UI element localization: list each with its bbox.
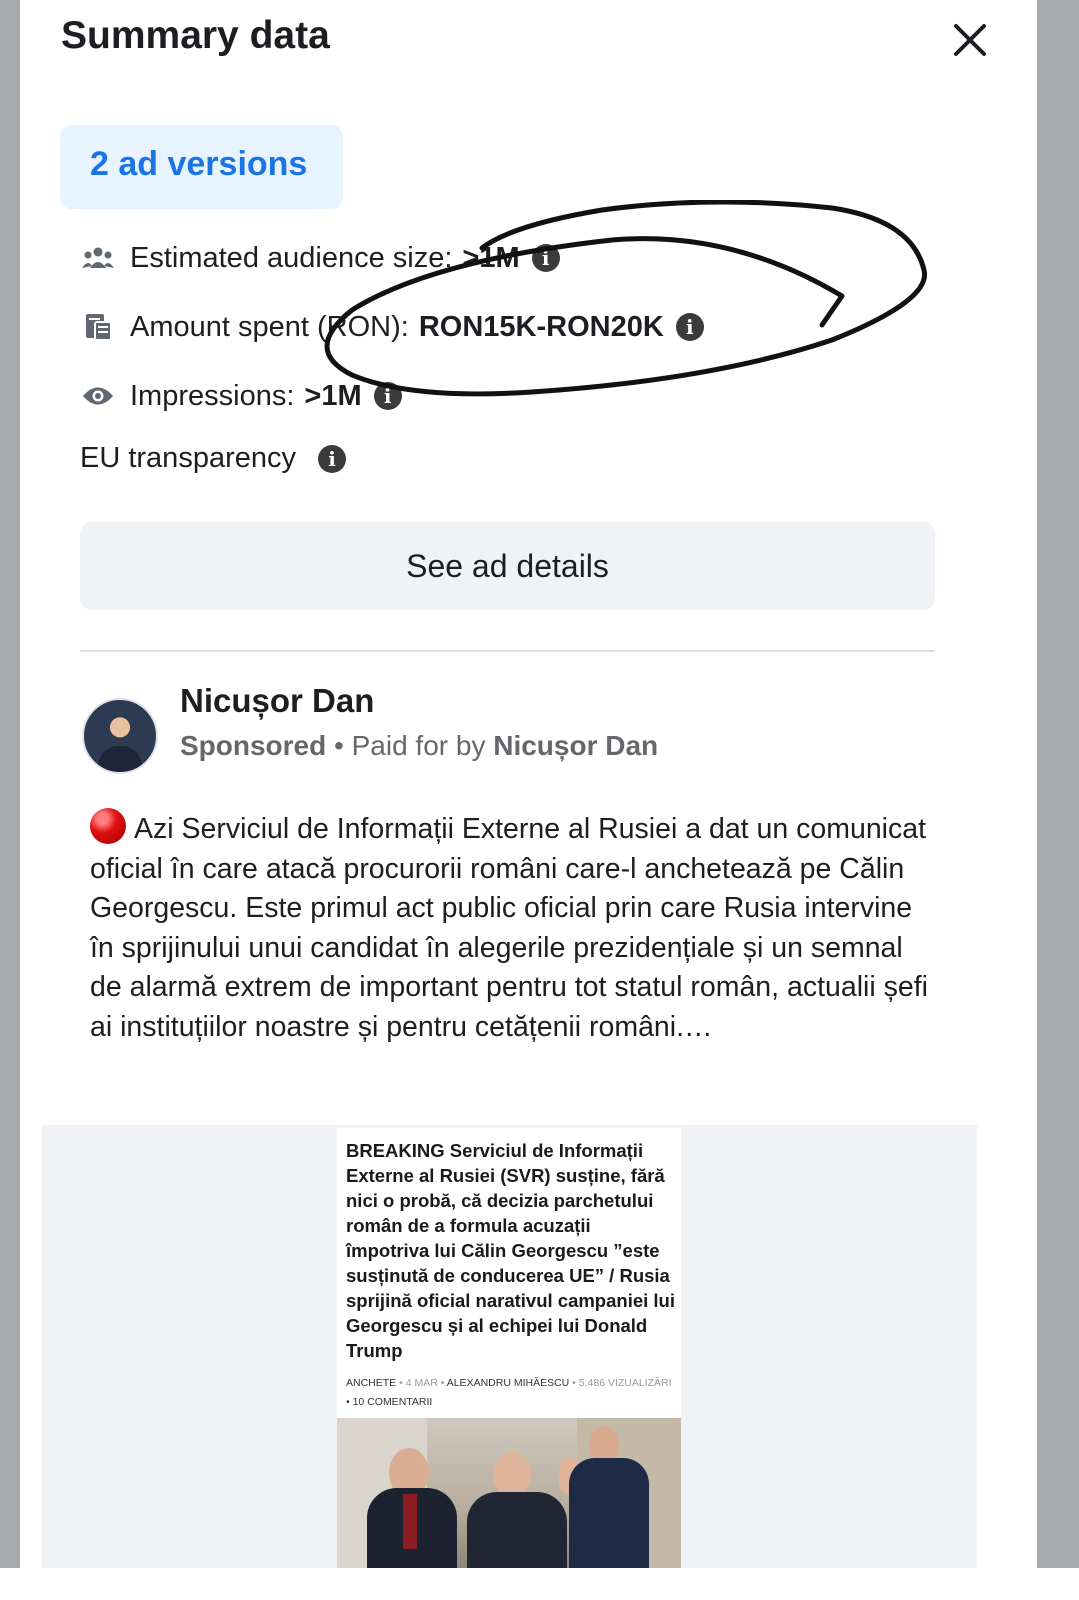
audience-value: >1M xyxy=(462,241,520,274)
see-ad-details-button[interactable]: See ad details xyxy=(80,522,935,610)
sponsored-label: Sponsored xyxy=(180,730,327,761)
avatar[interactable] xyxy=(82,698,158,774)
article-meta xyxy=(346,1374,676,1412)
amount-spent-value: RON15K-RON20K xyxy=(418,310,664,343)
hand-drawn-circle-annotation xyxy=(312,200,952,450)
audience-label: Estimated audience size: xyxy=(130,241,453,274)
backdrop-right-strip xyxy=(1037,0,1079,1600)
eu-transparency-label: EU transparency xyxy=(80,442,296,474)
article-headline: BREAKING Serviciul de Informații Externe al Rusiei (SVR) susține, fără nici o probă, că decizia parchetului român de a formula acuzații împotriva lui Călin Georgescu ”este susținută de conducerea UE” / Rusia sprijină oficial narativul campaniei lui Georgescu și al echipei lui Donald Trump xyxy=(346,1140,675,1361)
info-icon[interactable]: i xyxy=(676,313,704,341)
ad-versions-tab[interactable] xyxy=(60,125,343,209)
close-icon xyxy=(948,18,992,62)
ad-body-text xyxy=(90,808,930,1047)
red-circle-icon xyxy=(90,808,126,844)
backdrop-left-strip xyxy=(0,0,20,1600)
audience-icon xyxy=(80,240,116,276)
article-author: ALEXANDRU MIHĂESCU xyxy=(446,1377,570,1389)
paid-for-prefix: • Paid for by xyxy=(326,730,494,761)
impressions-label: Impressions: xyxy=(130,379,295,412)
info-icon[interactable]: i xyxy=(532,244,560,272)
ad-versions-label: 2 ad versions xyxy=(90,145,308,183)
ad-creative-image[interactable] xyxy=(337,1128,681,1568)
bottom-bar xyxy=(0,1568,1079,1600)
amount-spent-label: Amount spent (RON): xyxy=(130,310,409,343)
sponsored-line xyxy=(180,730,658,762)
info-icon[interactable]: i xyxy=(374,382,402,410)
eu-transparency-row[interactable] xyxy=(80,442,346,475)
advertiser-name[interactable]: Nicușor Dan xyxy=(180,682,375,719)
divider xyxy=(80,650,935,652)
article-photo xyxy=(337,1418,681,1568)
impressions-value: >1M xyxy=(304,379,362,412)
article-section: ANCHETE xyxy=(346,1377,397,1389)
close-button[interactable] xyxy=(948,18,992,62)
article-comments: • 10 COMENTARII xyxy=(346,1396,433,1408)
paid-for-name: Nicușor Dan xyxy=(493,730,659,761)
eye-icon xyxy=(80,378,116,414)
article-views: • 5.486 VIZUALIZĂRI xyxy=(569,1377,672,1389)
info-icon[interactable]: i xyxy=(318,445,346,473)
article-date: • 4 MAR • xyxy=(396,1377,447,1389)
ad-body: Azi Serviciul de Informații Externe al Rusiei a dat un comunicat oficial în care atacă procurorii români care-l anchetează pe Călin Georgescu. Este primul act public oficial prin care Rusia intervine în sprijinului unui candidat în alegerile prezidențiale și un semnal de alarmă extrem de important pentru tot statul român, actualii șefi ai instituțiilor noastre și pentru cetățenii români.… xyxy=(90,813,928,1043)
receipt-icon xyxy=(80,309,116,345)
summary-card xyxy=(42,241,977,1125)
panel-title: Summary data xyxy=(61,14,330,57)
